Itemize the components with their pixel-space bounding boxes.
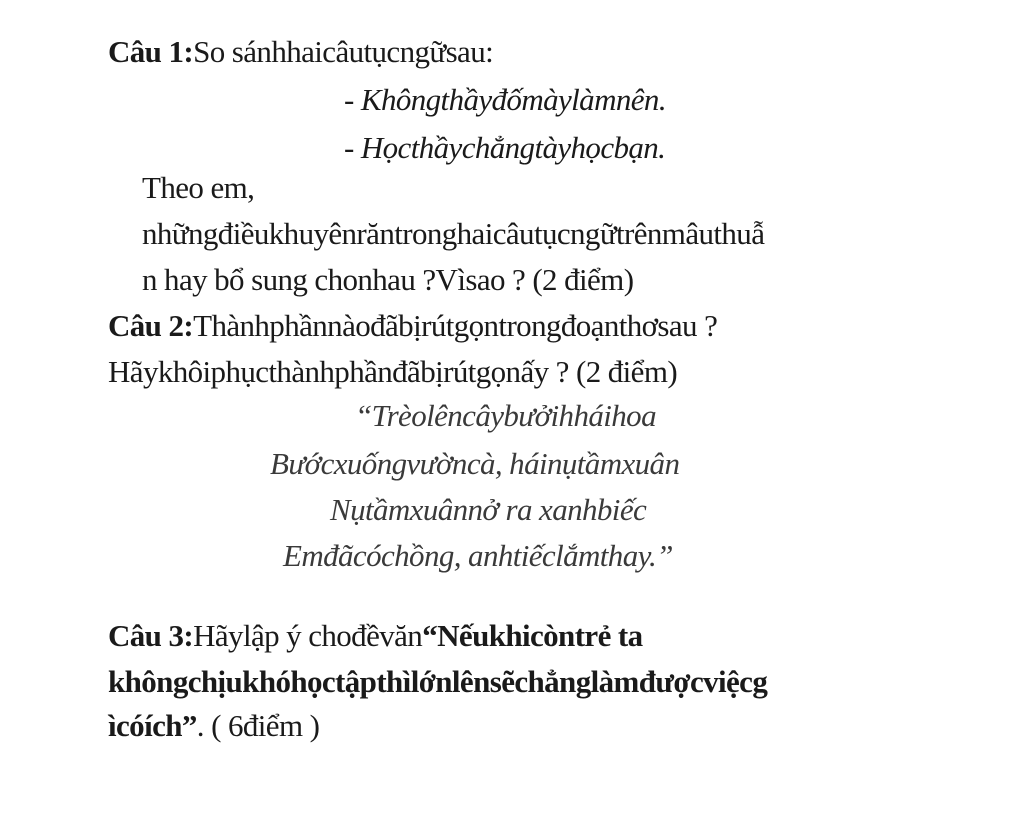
q3-heading xyxy=(108,616,643,656)
q3-quote-line-3: ìcóích” xyxy=(108,708,197,743)
q1-label: Câu 1: xyxy=(108,34,194,69)
q3-label: Câu 3: xyxy=(108,618,194,653)
q3-quote-line-1: “Nếukhicòntrẻ ta xyxy=(422,618,643,653)
q2-heading xyxy=(108,306,717,346)
q1-body-line-1: Theo em, xyxy=(142,170,255,205)
poem-line-1: “Trèolêncâybưởihháihoa xyxy=(355,398,656,433)
q2-label: Câu 2: xyxy=(108,308,194,343)
q2-prompt-line-2: Hãykhôiphụcthànhphầnđãbịrútgọnấy ? (2 điểm) xyxy=(108,354,678,389)
q3-quote-end xyxy=(108,706,319,746)
q1-heading xyxy=(108,32,493,72)
q1-prompt: So sánhhaicâutụcngữsau: xyxy=(193,34,494,69)
q3-points: . ( 6điểm ) xyxy=(196,708,320,743)
q2-prompt-line-1: Thànhphầnnàođãbịrútgọntrongđoạnthơsau ? xyxy=(193,308,718,343)
q3-quote-line-2: khôngchịukhóhọctậpthìlớnlênsẽchẳnglàmđượcviệcg xyxy=(108,664,768,699)
poem-line-3: Nụtầmxuânnở ra xanhbiếc xyxy=(330,492,647,527)
q1-proverb-2: - Họcthầychẳngtàyhọcbạn. xyxy=(344,130,666,165)
q1-body-line-3: n hay bổ sung chonhau ?Vìsao ? (2 điểm) xyxy=(142,262,634,297)
poem-line-2: Bướcxuốngvườncà, háinụtầmxuân xyxy=(270,446,680,481)
q1-body-line-2: nhữngđiềukhuyênrăntronghaicâutụcngữtrênmâuthuẫ xyxy=(142,216,765,251)
poem-line-4: Emđãcóchồng, anhtiếclắmthay.” xyxy=(283,538,673,573)
q1-proverb-1: - Khôngthầyđốmàylàmnên. xyxy=(344,82,666,117)
q3-prompt: Hãylập ý chođềvăn xyxy=(193,618,423,653)
